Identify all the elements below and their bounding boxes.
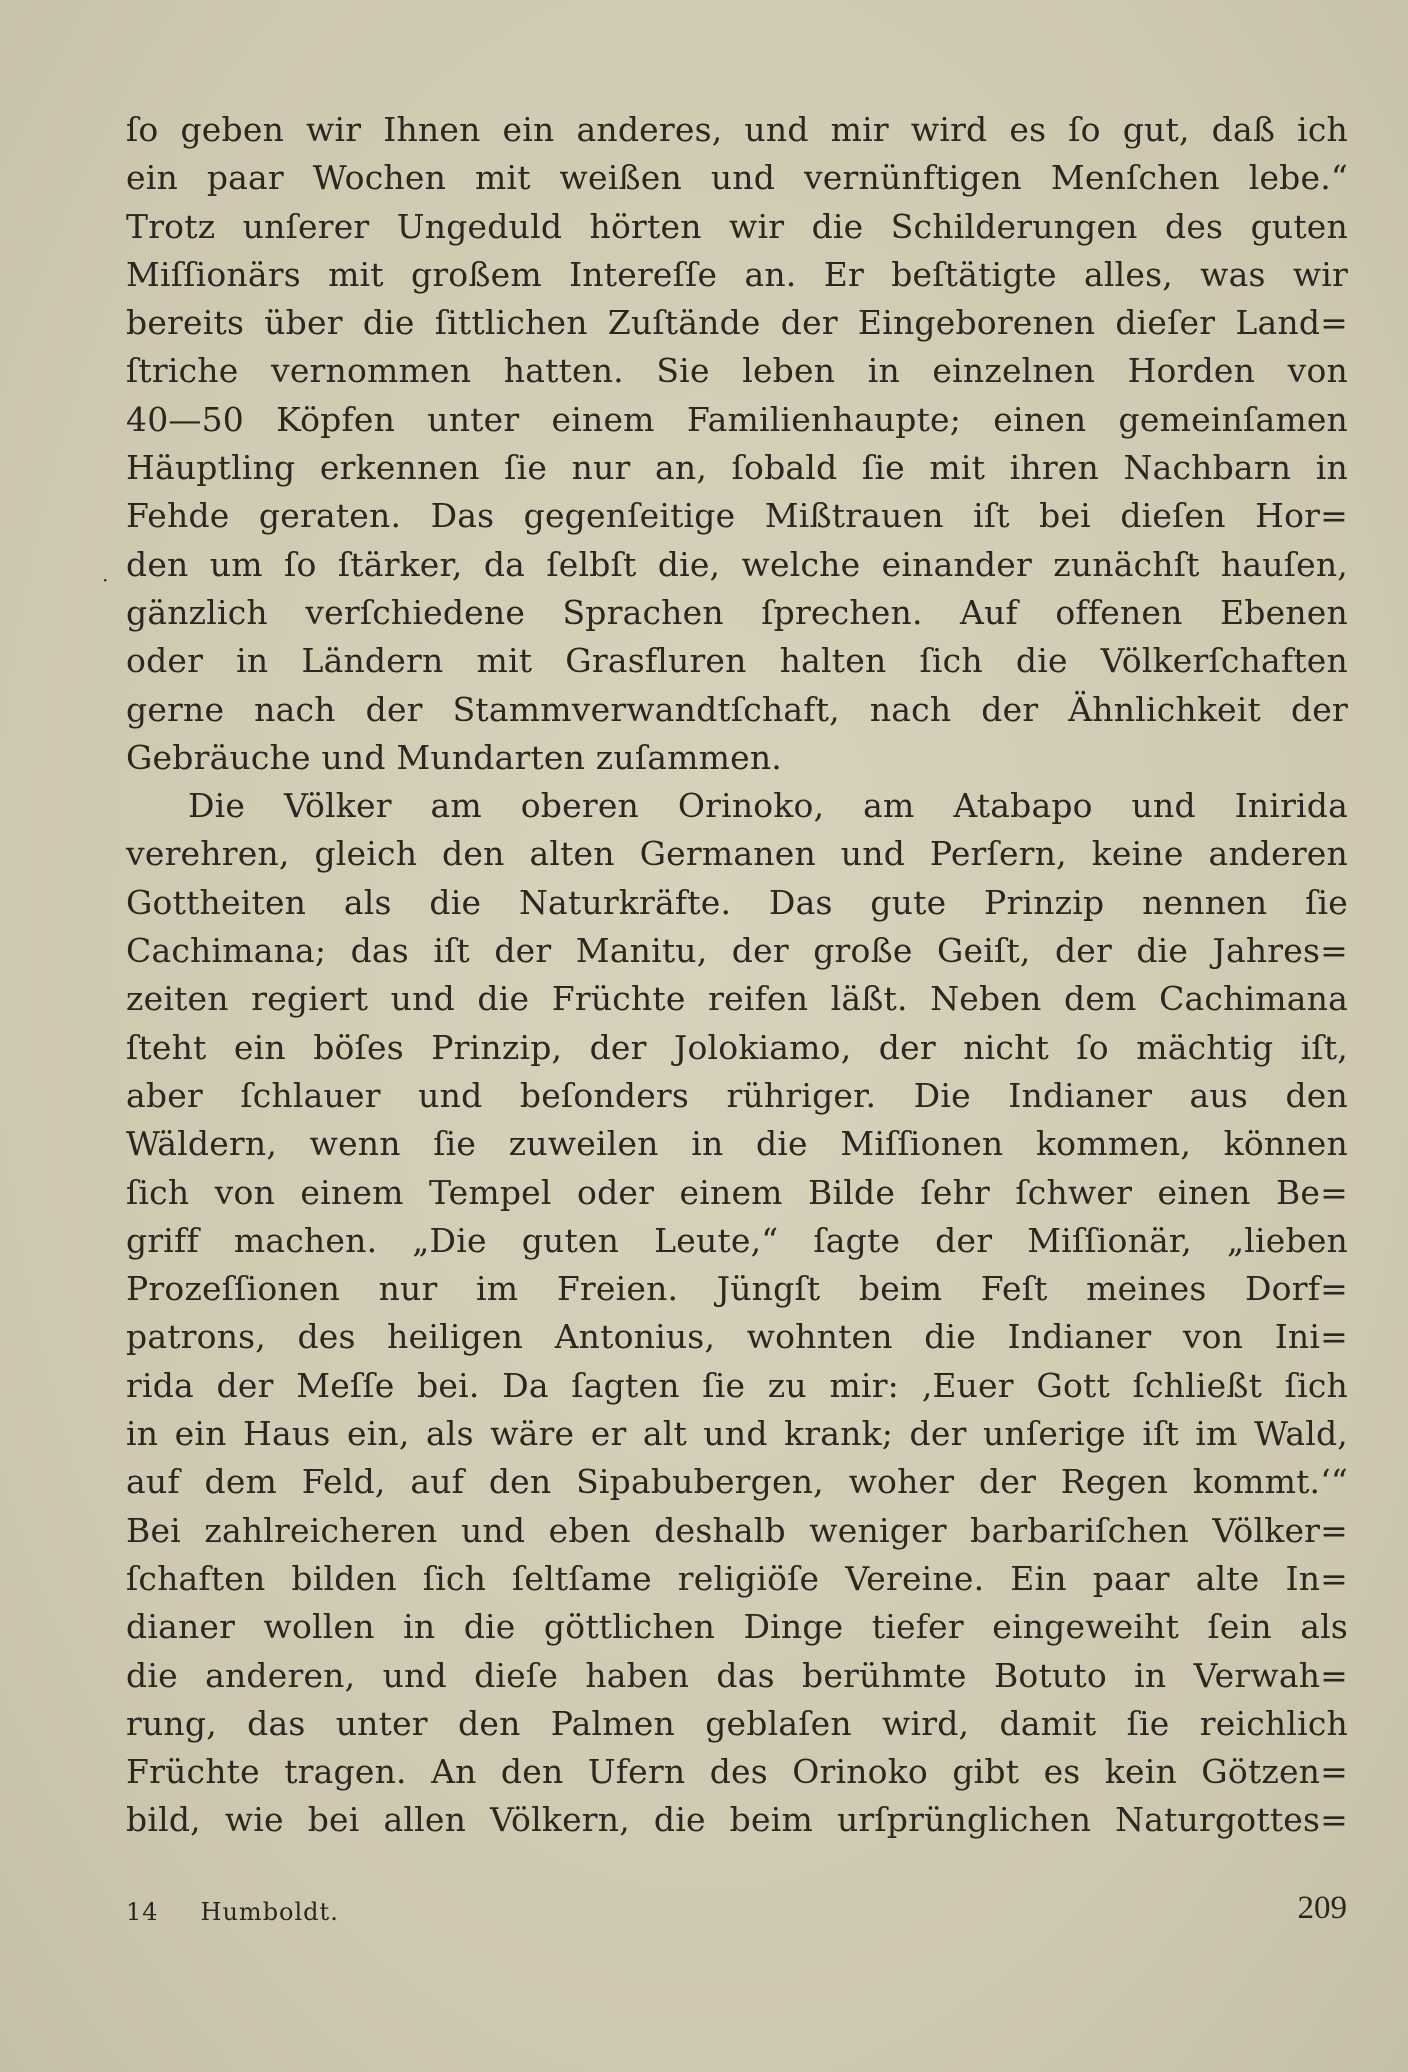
text-line: Miſſionärs mit großem Intereſſe an. Er beſtätigte alles, was wir — [126, 254, 1348, 294]
text-line: ein paar Wochen mit weißen und vernünftigen Menſchen lebe.“ — [126, 158, 1348, 198]
body-text — [126, 106, 1348, 1845]
text-line: in ein Haus ein, als wäre er alt und krank; der unſerige iſt im Wald, — [126, 1414, 1348, 1454]
text-line: Gottheiten als die Naturkräfte. Das gute Prinzip nennen ſie — [126, 882, 1348, 922]
text-line: auf dem Feld, auf den Sipabubergen, woher der Regen kommt.‘“ — [126, 1462, 1348, 1502]
text-line: rung, das unter den Palmen geblaſen wird, damit ſie reichlich — [126, 1703, 1348, 1743]
text-line: die anderen, und dieſe haben das berühmte Botuto in Verwah= — [126, 1655, 1348, 1695]
text-line: ſtriche vernommen hatten. Sie leben in einzelnen Horden von — [126, 351, 1348, 391]
paragraph-start-line: Die Völker am oberen Orinoko, am Atabapo und Inirida — [188, 786, 1348, 826]
text-line: Wäldern, wenn ſie zuweilen in die Miſſionen kommen, können — [126, 1124, 1348, 1164]
text-line: ſchaften bilden ſich ſeltſame religiöſe Vereine. Ein paar alte In= — [126, 1558, 1348, 1598]
text-line: Früchte tragen. An den Ufern des Orinoko gibt es kein Götzen= — [126, 1752, 1348, 1792]
text-line: dianer wollen in die göttlichen Dinge tiefer eingeweiht ſein als — [126, 1607, 1348, 1647]
text-line: Gebräuche und Mundarten zuſammen. — [126, 737, 782, 777]
text-line: rida der Meſſe bei. Da ſagten ſie zu mir: ‚Euer Gott ſchließt ſich — [126, 1365, 1348, 1405]
text-line: patrons, des heiligen Antonius, wohnten die Indianer von Ini= — [126, 1317, 1348, 1357]
text-line: griff machen. „Die guten Leute,“ ſagte der Miſſionär, „lieben — [126, 1220, 1348, 1260]
text-line: Bei zahlreicheren und eben deshalb weniger barbariſchen Völker= — [126, 1510, 1348, 1550]
signature-number: 14 — [126, 1898, 159, 1926]
text-line: gänzlich verſchiedene Sprachen ſprechen. Auf offenen Ebenen — [126, 592, 1348, 632]
text-line: bereits über die ſittlichen Zuſtände der Eingeborenen dieſer Land= — [126, 303, 1348, 343]
text-line: gerne nach der Stammverwandtſchaft, nach der Ähnlichkeit der — [126, 689, 1348, 729]
text-line: den um ſo ſtärker, da ſelbſt die, welche einander zunächſt hauſen, — [126, 544, 1348, 584]
text-line: 40—50 Köpfen unter einem Familienhaupte; einen gemeinſamen — [126, 399, 1348, 439]
text-line: Fehde geraten. Das gegenſeitige Mißtrauen iſt bei dieſen Hor= — [126, 496, 1348, 536]
text-line: verehren, gleich den alten Germanen und Perſern, keine anderen — [126, 834, 1348, 874]
text-line: ſo geben wir Ihnen ein anderes, und mir wird es ſo gut, daß ich — [126, 110, 1348, 149]
text-line: Prozeſſionen nur im Freien. Jüngſt beim Feſt meines Dorf= — [126, 1269, 1348, 1309]
text-line: Häuptling erkennen ſie nur an, ſobald ſie mit ihren Nachbarn in — [126, 448, 1348, 488]
text-line: aber ſchlauer und beſonders rühriger. Die Indianer aus den — [126, 1075, 1348, 1115]
signature-name: Humboldt. — [200, 1898, 339, 1926]
text-line: Trotz unſerer Ungeduld hörten wir die Schilderungen des guten — [126, 206, 1348, 246]
text-line: Cachimana; das iſt der Manitu, der große Geiſt, der die Jahres= — [126, 931, 1348, 971]
stray-mark: · — [102, 568, 109, 592]
text-line: oder in Ländern mit Grasfluren halten ſich die Völkerſchaften — [126, 641, 1348, 681]
text-line: ſteht ein böſes Prinzip, der Jolokiamo, der nicht ſo mächtig iſt, — [126, 1027, 1348, 1067]
text-line: ſich von einem Tempel oder einem Bilde ſehr ſchwer einen Be= — [126, 1172, 1348, 1212]
text-line: zeiten regiert und die Früchte reifen läßt. Neben dem Cachimana — [126, 979, 1348, 1019]
page-number: 209 — [1297, 1890, 1347, 1926]
text-line: bild, wie bei allen Völkern, die beim urſprünglichen Naturgottes= — [126, 1800, 1348, 1840]
printer-signature — [126, 1898, 381, 1926]
